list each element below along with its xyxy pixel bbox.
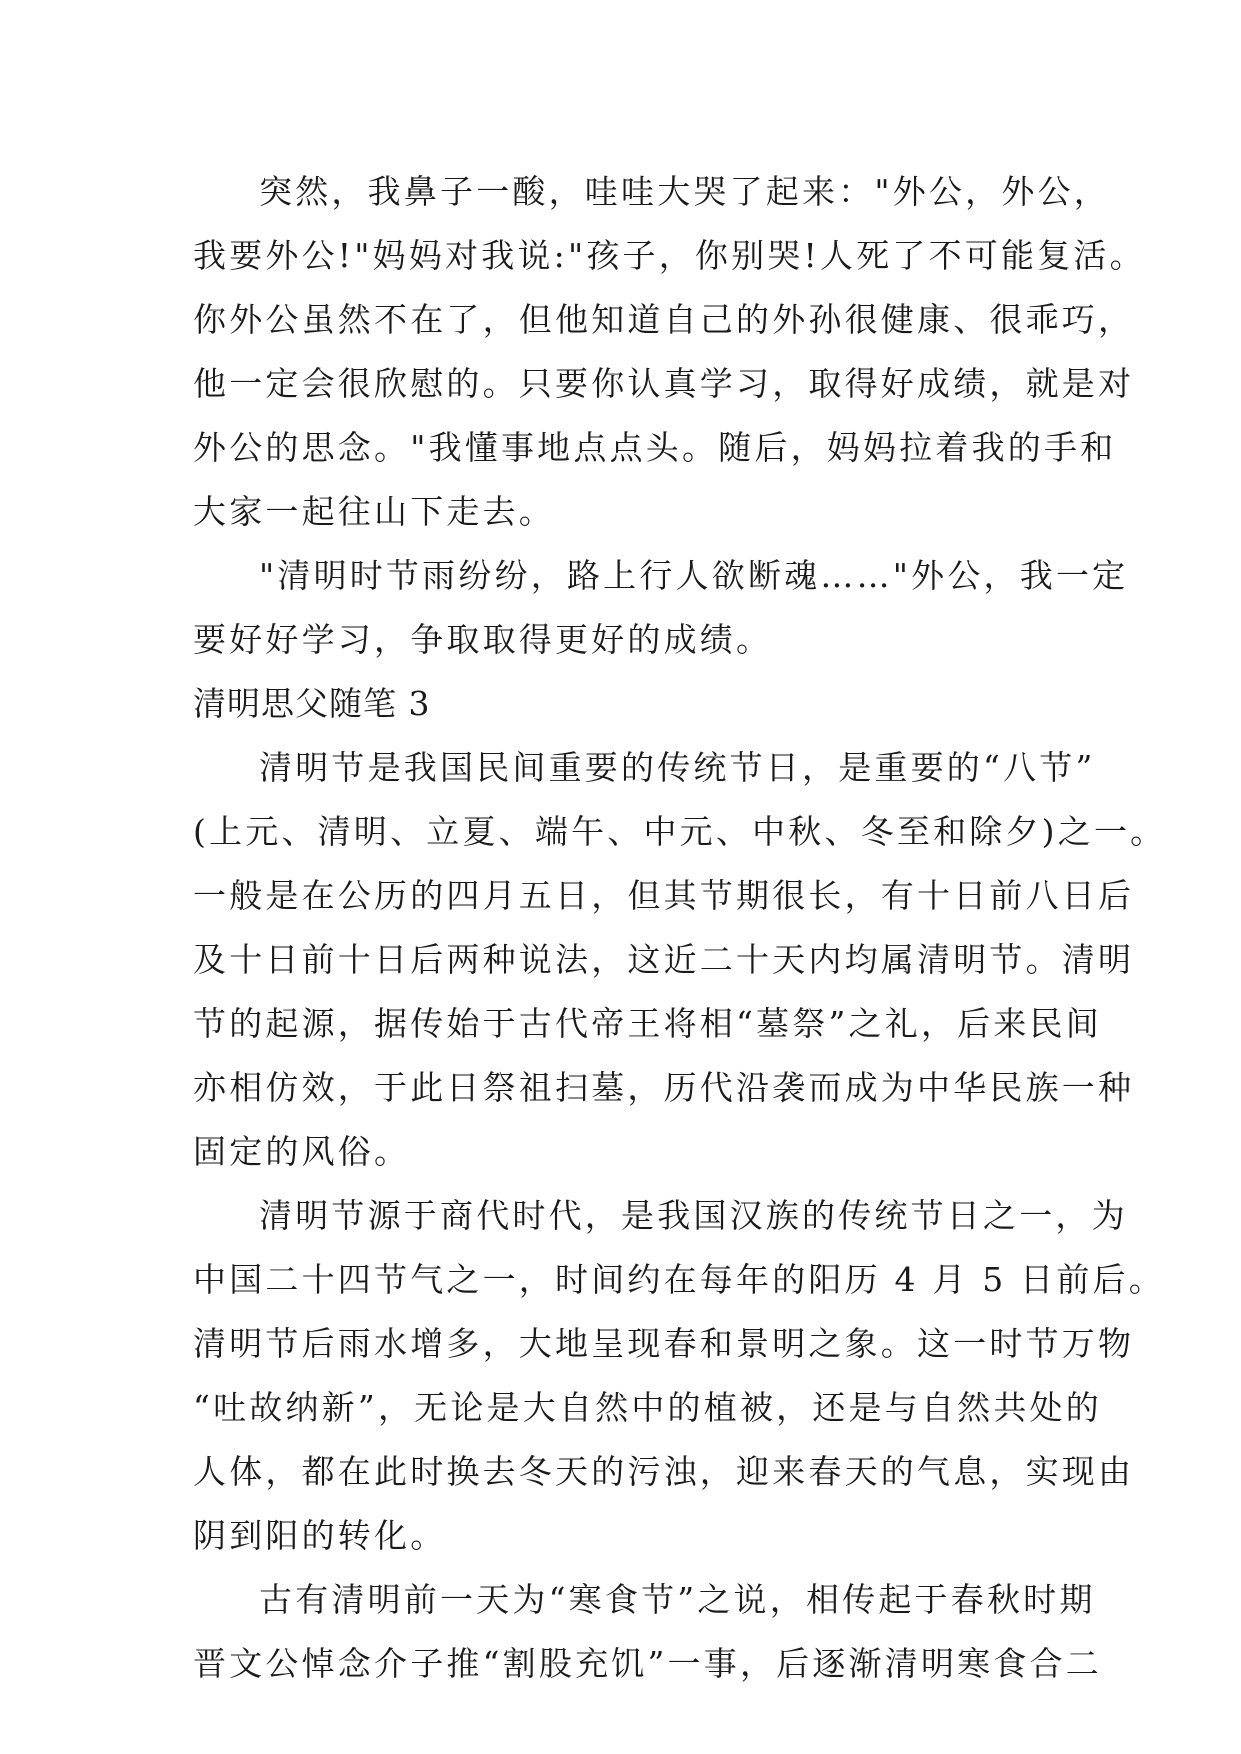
paragraph-4-line-3: 清明节后雨水增多，大地呈现春和景明之象。这一时节万物 [193, 1324, 1135, 1363]
paragraph-1-line-6: 大家一起往山下走去。 [193, 492, 555, 531]
paragraph-1-line-2: 我要外公!"妈妈对我说:"孩子，你别哭!人死了不可能复活。 [193, 236, 1146, 275]
paragraph-1-line-5: 外公的思念。"我懂事地点点头。随后，妈妈拉着我的手和 [193, 428, 1117, 467]
paragraph-3-line-7: 固定的风俗。 [193, 1132, 411, 1171]
paragraph-4-line-6: 阴到阳的转化。 [193, 1516, 447, 1555]
paragraph-2-line-1: "清明时节雨纷纷，路上行人欲断魂……"外公，我一定 [259, 556, 1129, 595]
paragraph-5-line-2: 晋文公悼念介子推“割股充饥”一事，后逐渐清明寒食合二 [193, 1644, 1102, 1683]
paragraph-4-line-4: “吐故纳新”，无论是大自然中的植被，还是与自然共处的 [193, 1388, 1102, 1427]
paragraph-5-line-1: 古有清明前一天为“寒食节”之说，相传起于春秋时期 [259, 1580, 1096, 1619]
section-heading: 清明思父随笔 3 [193, 684, 431, 723]
paragraph-1-line-4: 他一定会很欣慰的。只要你认真学习，取得好成绩，就是对 [193, 364, 1135, 403]
paragraph-1-line-3: 你外公虽然不在了，但他知道自己的外孙很健康、很乖巧， [193, 300, 1135, 339]
paragraph-4-line-5: 人体，都在此时换去冬天的污浊，迎来春天的气息，实现由 [193, 1452, 1135, 1491]
paragraph-3-line-2: (上元、清明、立夏、端午、中元、中秋、冬至和除夕)之一。 [193, 812, 1167, 851]
paragraph-2-line-2: 要好好学习，争取取得更好的成绩。 [193, 620, 773, 659]
paragraph-3-line-3: 一般是在公历的四月五日，但其节期很长，有十日前八日后 [193, 876, 1135, 915]
paragraph-1-line-1: 突然，我鼻子一酸，哇哇大哭了起来："外公，外公， [259, 172, 1110, 211]
paragraph-4-line-1: 清明节源于商代时代，是我国汉族的传统节日之一，为 [259, 1196, 1128, 1235]
paragraph-3-line-1: 清明节是我国民间重要的传统节日，是重要的“八节” [259, 748, 1096, 787]
paragraph-3-line-6: 亦相仿效，于此日祭祖扫墓，历代沿袭而成为中华民族一种 [193, 1068, 1135, 1107]
paragraph-4-line-2: 中国二十四节气之一，时间约在每年的阳历 4 月 5 日前后。 [193, 1260, 1165, 1299]
paragraph-3-line-4: 及十日前十日后两种说法，这近二十天内均属清明节。清明 [193, 940, 1135, 979]
paragraph-3-line-5: 节的起源，据传始于古代帝王将相“墓祭”之礼，后来民间 [193, 1004, 1102, 1043]
